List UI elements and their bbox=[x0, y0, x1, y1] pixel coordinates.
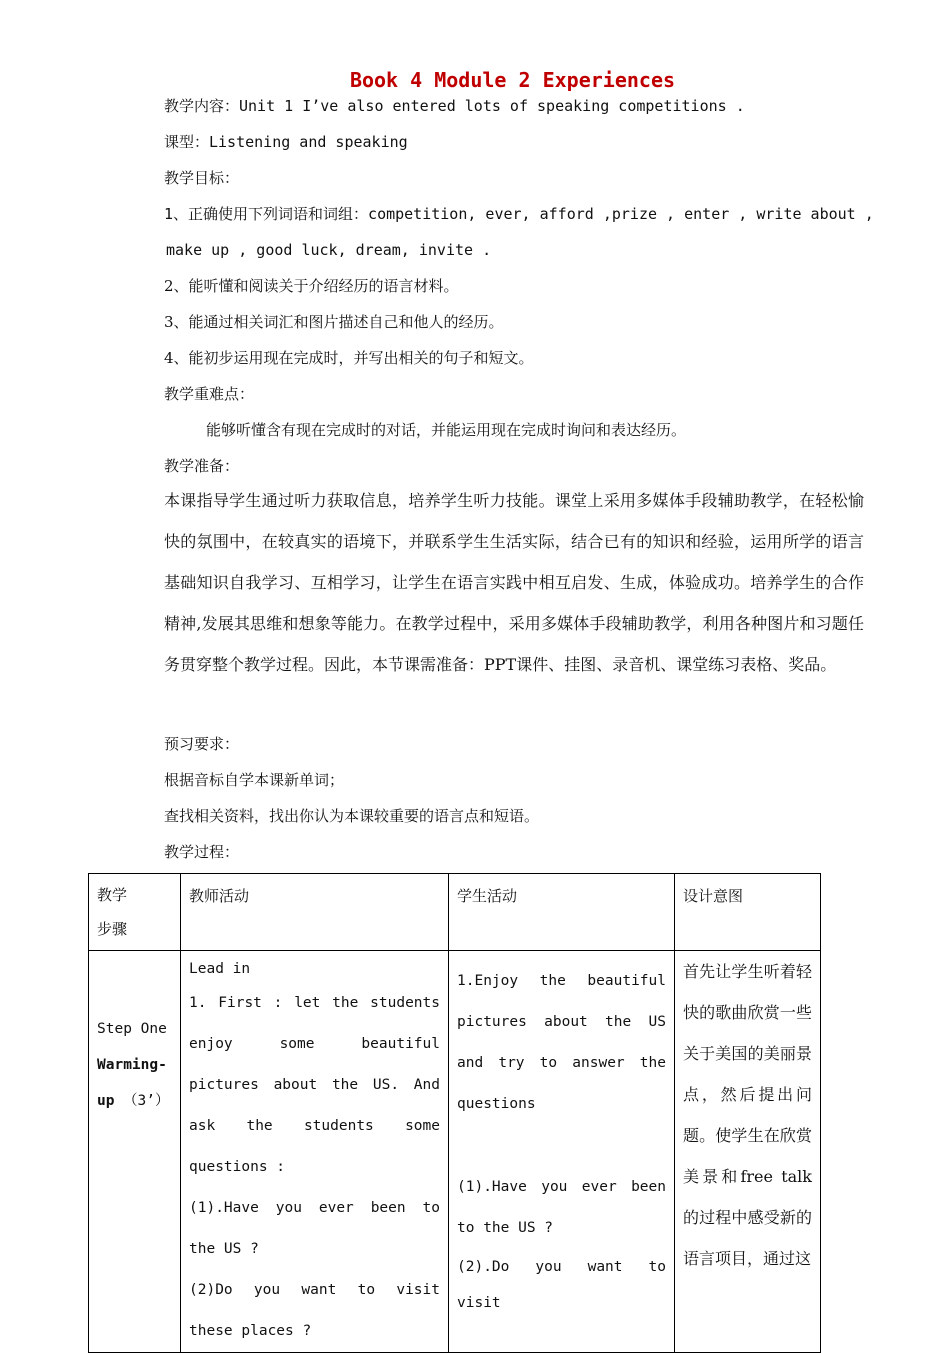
teacher-line: (1).Have you ever been to the US ? bbox=[189, 1200, 440, 1257]
objectives-heading: 教学目标： bbox=[164, 169, 240, 187]
key-points-heading: 教学重难点： bbox=[164, 385, 255, 403]
lesson-type: 课型：Listening and speaking bbox=[164, 133, 408, 151]
document-title: Book 4 Module 2 Experiences bbox=[349, 68, 676, 92]
header-intent: 设计意图 bbox=[683, 887, 744, 905]
objective-item: 2、能听懂和阅读关于介绍经历的语言材料。 bbox=[164, 277, 459, 295]
header-step: 教学 步骤 bbox=[97, 886, 128, 938]
step-title: Warming- up bbox=[97, 1057, 167, 1109]
student-line: (1).Have you ever been to the US ? bbox=[457, 1179, 666, 1236]
objective-item: 1、正确使用下列词语和词组：competition, ever, afford ,prize , enter , write about , bbox=[164, 205, 874, 223]
step-cell bbox=[89, 951, 180, 1119]
preview-item: 根据音标自学本课新单词； bbox=[164, 771, 345, 789]
design-intent: 首先让学生听着轻快的歌曲欣赏一些关于美国的美丽景点，然后提出问题。使学生在欣赏美景和free talk的过程中感受新的语言项目，通过这 bbox=[683, 962, 812, 1268]
student-activity bbox=[449, 951, 674, 1321]
content-line: 教学内容：Unit 1 I’ve also entered lots of speaking competitions . bbox=[164, 97, 745, 115]
table-row bbox=[89, 951, 821, 1353]
teacher-activity bbox=[181, 951, 448, 1352]
preparation-heading: 教学准备： bbox=[164, 457, 240, 475]
objective-item: make up , good luck, dream, invite . bbox=[166, 241, 492, 259]
teacher-line: (2)Do you want to visit these places ? bbox=[189, 1282, 440, 1339]
header-student: 学生活动 bbox=[457, 887, 518, 905]
teacher-line: Lead in bbox=[189, 961, 251, 977]
key-points-text: 能够听懂含有现在完成时的对话，并能运用现在完成时询问和表达经历。 bbox=[206, 421, 687, 439]
table-header-row bbox=[89, 874, 821, 951]
teacher-line: 1. First : let the students enjoy some beautiful pictures about the US. And ask the students some questions : bbox=[189, 995, 440, 1175]
preview-item: 查找相关资料，找出你认为本课较重要的语言点和短语。 bbox=[164, 807, 540, 825]
process-table bbox=[88, 873, 821, 1353]
objective-item: 3、能通过相关词汇和图片描述自己和他人的经历。 bbox=[164, 313, 504, 331]
student-line: (2).Do you want to visit bbox=[457, 1259, 666, 1311]
student-line: 1.Enjoy the beautiful pictures about the US and try to answer the questions bbox=[457, 973, 666, 1112]
header-teacher: 教师活动 bbox=[189, 887, 250, 905]
objective-item: 4、能初步运用现在完成时，并写出相关的句子和短文。 bbox=[164, 349, 534, 367]
preparation-text: 本课指导学生通过听力获取信息，培养学生听力技能。课堂上采用多媒体手段辅助教学，在轻松愉快的氛围中，在较真实的语境下，并联系学生生活实际，结合已有的知识和经验，运用所学的语言基础知识自我学习、互相学习，让学生在语言实践中相互启发、生成，体验成功。培养学生的合作精神,发展其思维和想象等能力。在教学过程中，采用多媒体手段辅助教学，利用各种图片和习题任务贯穿整个教学过程。因此，本节课需准备：PPT课件、挂图、录音机、课堂练习表格、奖品。 bbox=[164, 491, 864, 674]
step-name: Step One bbox=[97, 1021, 167, 1037]
process-heading: 教学过程： bbox=[164, 843, 240, 861]
preview-heading: 预习要求： bbox=[164, 735, 240, 753]
step-time: （3’） bbox=[123, 1093, 170, 1109]
